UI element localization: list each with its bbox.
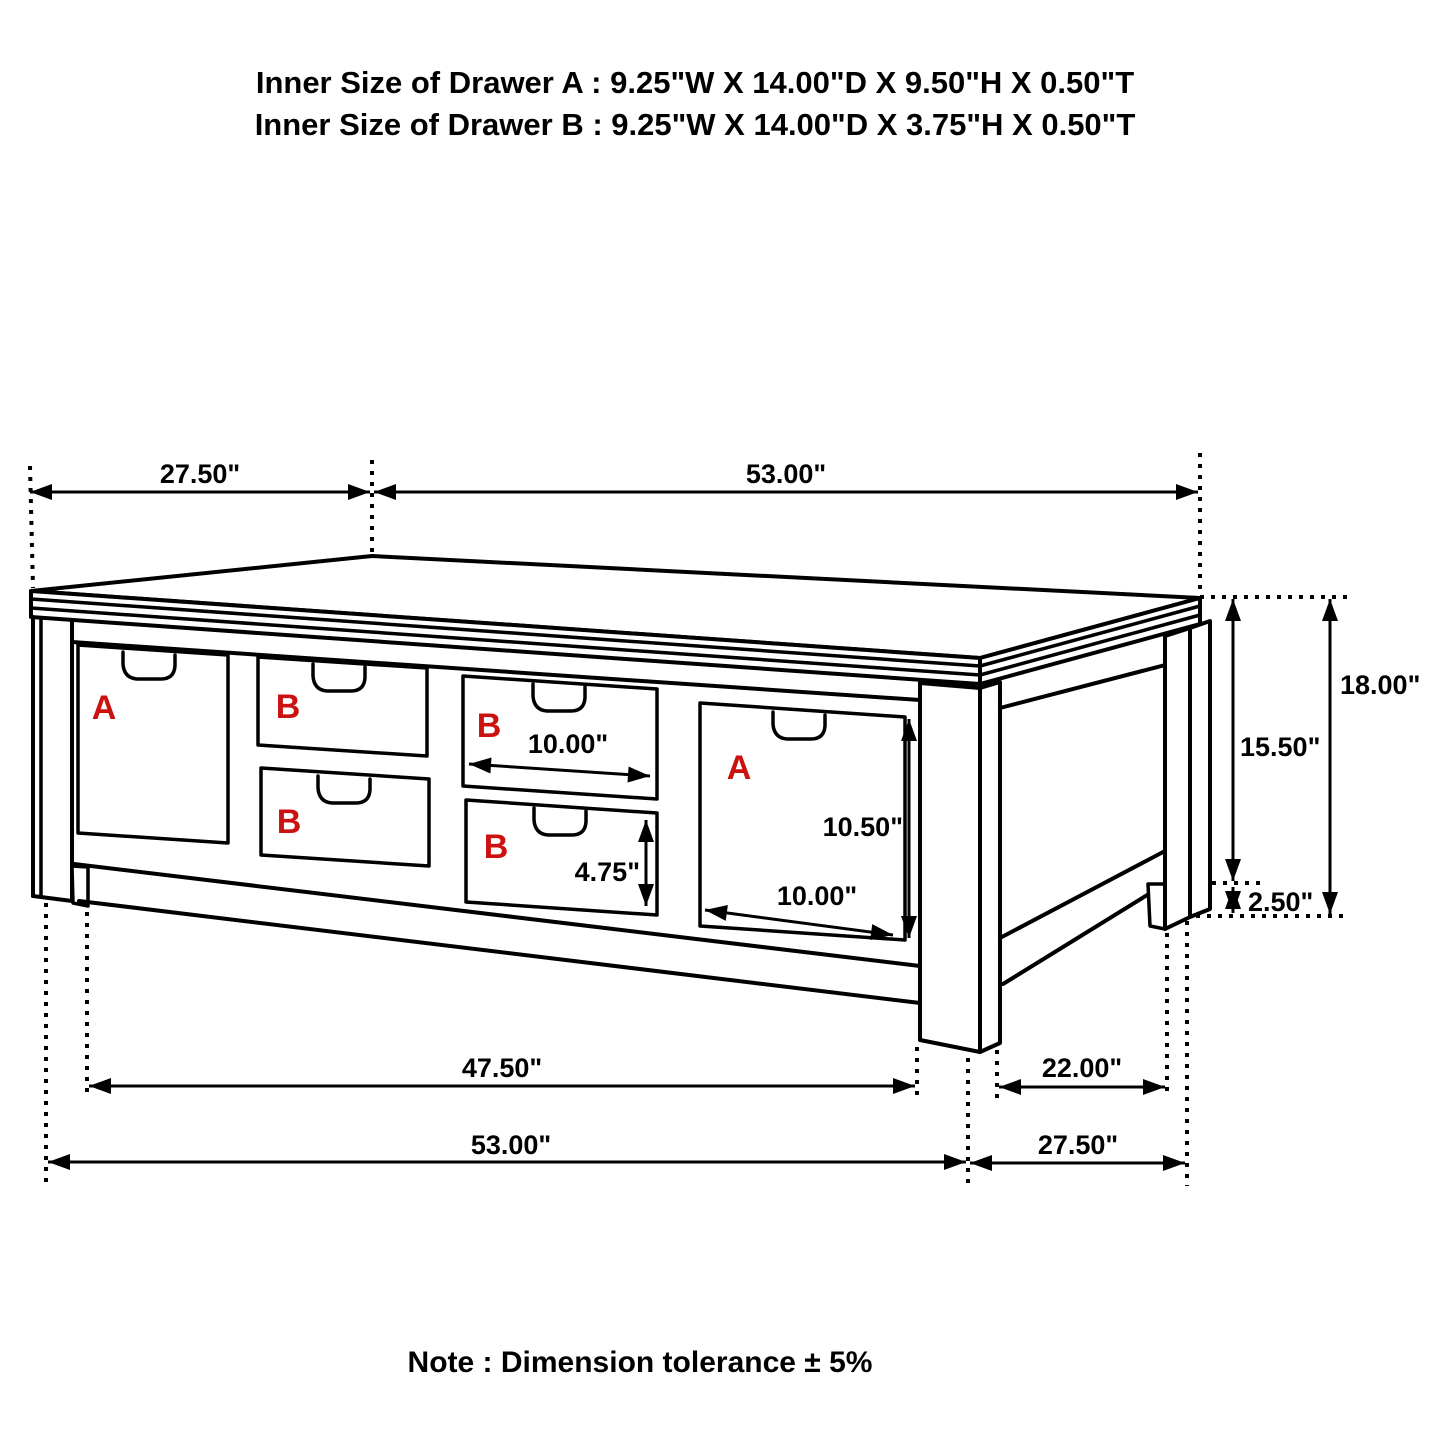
front-right-leg-side-face bbox=[980, 682, 1000, 1052]
end-bottom-rail-bottom-edge bbox=[1003, 884, 1165, 984]
dim-label-drawer-a-width: 10.00" bbox=[776, 881, 858, 911]
front-left-leg-bottom bbox=[33, 896, 72, 901]
title-line-2: Inner Size of Drawer B : 9.25"W X 14.00"D X 3.75"H X 0.50"T bbox=[254, 107, 1136, 142]
back-right-leg-foot bbox=[1148, 884, 1165, 929]
back-right-leg-front-face bbox=[1165, 628, 1190, 929]
back-right-leg-side-face bbox=[1190, 621, 1210, 917]
coffee-table-drawing bbox=[31, 556, 1210, 1052]
dim-label-top-depth: 27.50" bbox=[159, 459, 241, 489]
drawer-label-a-right: A bbox=[726, 749, 752, 787]
note-text: Note : Dimension tolerance ± 5% bbox=[407, 1346, 873, 1379]
dim-label-drawer-b-height: 4.75" bbox=[574, 857, 640, 887]
front-right-leg-front-face bbox=[920, 683, 980, 1052]
drawer-a-left bbox=[78, 645, 228, 843]
dim-label-drawer-b-width: 10.00" bbox=[527, 729, 609, 759]
drawer-label-b-bottom-left: B bbox=[276, 803, 302, 841]
dim-label-overall-height: 18.00" bbox=[1340, 670, 1421, 700]
dim-label-front-between-legs: 47.50" bbox=[461, 1053, 543, 1083]
dim-label-side-between-legs: 22.00" bbox=[1041, 1053, 1123, 1083]
title-line-1: Inner Size of Drawer A : 9.25"W X 14.00"D X 9.50"H X 0.50"T bbox=[255, 65, 1135, 100]
drawer-label-b-bottom-middle: B bbox=[483, 828, 509, 866]
end-bottom-rail-top-edge bbox=[1000, 851, 1165, 938]
construction-line bbox=[30, 466, 33, 588]
dim-label-top-width: 53.00" bbox=[745, 459, 827, 489]
drawer-label-b-top-left: B bbox=[275, 688, 301, 726]
drawer-label-b-top-middle: B bbox=[476, 707, 502, 745]
dim-label-overall-width: 53.00" bbox=[470, 1130, 552, 1160]
dim-label-overall-depth: 27.50" bbox=[1037, 1130, 1119, 1160]
dim-label-leg-clearance: 2.50" bbox=[1248, 887, 1314, 917]
drawer-label-a-left: A bbox=[91, 689, 117, 727]
dim-label-apron-height: 15.50" bbox=[1240, 732, 1321, 762]
dim-label-drawer-a-height: 10.50" bbox=[822, 812, 903, 842]
